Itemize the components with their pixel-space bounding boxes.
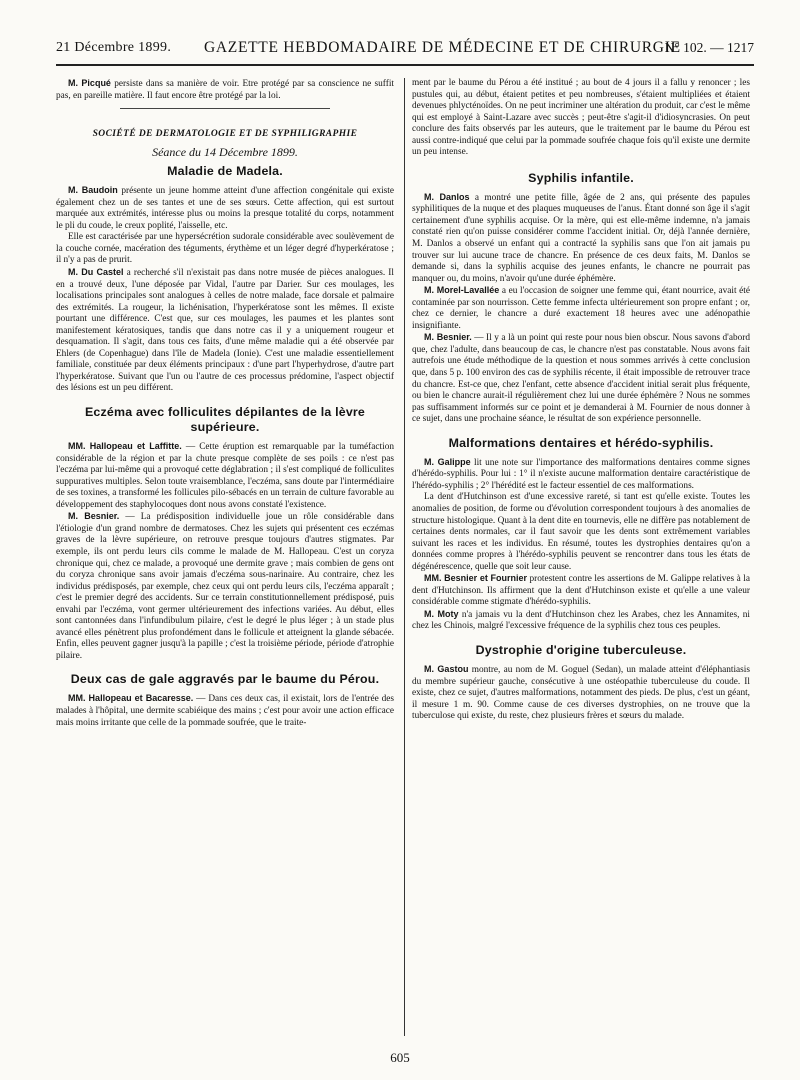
paragraph: M. Gastou montre, au nom de M. Goguel (Sedan), un malade atteint d'éléphantiasis du membre supérieur gauche, consécutive à une ostéopathie tuberculeuse du coude. Il existe, chez ce sujet, d'autres malformations, notamment des pieds. De plus, c'est un géant, il mesure 1 m. 90. Comme cause de ces diverses dystrophies, on ne trouve que la tuberculose qui existe, du reste, chez plusieurs frères et sœurs du malade. <box>412 663 750 722</box>
right-column <box>412 78 750 723</box>
society-heading: SOCIÉTÉ DE DERMATOLOGIE ET DE SYPHILIGRAPHIE <box>92 129 358 140</box>
paragraph: ment par le baume du Pérou a été institué ; au bout de 4 jours il a fallu y renoncer ; les pustules qui, au début, étaient petites et peu nombreuses, s'étaient multipliées et étaient devenues phlycténoïdes. On ne peut incriminer une altération du produit, car c'est le même qui est employé à Saint-Lazare avec succès ; peut-être s'agit-il d'idiosyncrasies. On peut conclure des faits observés par les auteurs, que le traitement par le baume du Pérou est aussi contre-indiqué que celui par la pommade soufrée chaque fois qu'il existe une dermite un peu intense. <box>412 78 750 158</box>
speaker: M. Galippe <box>424 456 471 467</box>
speaker: M. Besnier. <box>424 332 472 343</box>
paragraph: M. Moty n'a jamais vu la dent d'Hutchinson chez les Arabes, chez les Annamites, ni chez les Chinois, malgré l'excessive fréquence de la syphilis chez tous ces peuples. <box>412 608 750 632</box>
paragraph: MM. Besnier et Fournier protestent contre les assertions de M. Galippe relatives à la dent d'Hutchinson. Ils affirment que la dent d'Hutchinson existe et qu'elle a une valeur considérable comme stigmate d'hérédo-syphilis. <box>412 573 750 608</box>
paragraph: M. Morel-Lavallée a eu l'occasion de soigner une femme qui, étant nourrice, avait été contaminée par son nourrisson. Cette femme infecta ultérieurement son propre enfant ; or, chez ce dernier, le chancre a duré exactement 18 heures avec une adénopathie insignifiante. <box>412 285 750 331</box>
page-folio: 605 <box>390 1050 410 1065</box>
paragraph: M. Besnier. — La prédisposition individuelle joue un rôle considérable dans l'étiologie d'un grand nombre de dermatoses. Chez les sujets qui présentent ces eczémas graves de la lèvre supérieure, on retrouve presque toujours d'autres stigmates. Par exemple, ils ont perdu leurs cils comme le malade de M. Hallopeau. C'est un coryza chronique qui, chez ce malade, a provoqué une dermite grave ; mais combien de gens ont du coryza chronique sans avoir jamais d'eczéma sous-narinaire. Au contraire, chez les individus prédisposés, par exemple, chez ceux qui ont perdu leurs cils, l'eczéma apparaît ; c'est le premier degré des accidents. Sur ce terrain constitutionnellement prédisposé, puis envahi par l'eczéma, vont germer ultérieurement des infections variées. Au début, elles sont cantonnées dans l'infundibulum pilaire, c'est le degré le plus léger ; à un stade plus avancé elles pénètrent plus profondément dans le follicule et atteignent la glande sébacée. Enfin, elles peuvent gagner jusqu'à la papille ; c'est la troisième période, période d'atrophie pilaire. <box>56 511 394 661</box>
speaker: MM. Hallopeau et Laffitte. <box>68 441 182 452</box>
paragraph: M. Picqué persiste dans sa manière de voir. Etre protégé par sa conscience ne suffit pas, en pareille matière. Il faut encore être protégé par la loi. <box>56 78 394 101</box>
speaker: MM. Besnier et Fournier <box>424 573 528 584</box>
paragraph: La dent d'Hutchinson est d'une excessive rareté, si tant est qu'elle existe. Toutes les anomalies de position, de forme ou d'évolution correspondent toujours à des anomalies de structure histologique. Quant à la dent dite en tournevis, elle ne diffère pas notablement de certaines dents normales, car il faut savoir que les dents sont extrêmement variables suivant les races et les individus. En résumé, toutes les dystrophies dentaires qu'on a données comme propres à l'hérédo-syphilis peuvent se rencontrer dans tous les états de dégénérescence, quelle que soit leur cause. <box>412 492 750 572</box>
speaker: M. Moty <box>424 608 459 619</box>
issue-page-number: N° 102. — 1217 <box>664 40 754 55</box>
speaker: M. Gastou <box>424 663 469 674</box>
session-date: Séance du 14 Décembre 1899. <box>152 144 298 159</box>
section-heading: Eczéma avec folliculites dépilantes de la lèvre supérieure. <box>84 405 366 435</box>
section-heading: Maladie de Madela. <box>167 164 283 179</box>
speaker: M. Baudoin <box>68 185 118 196</box>
paragraph: M. Besnier. — Il y a là un point qui reste pour nous bien obscur. Nous savons d'abord que, chez l'adulte, dans beaucoup de cas, le chancre n'est pas constatable. Nous avons fait autrefois une étude méthodique de la question et nous sommes arrivés à cette conclusion que, dans 5 p. 100 environ des cas de syphilis récente, il était impossible de retrouver trace du chancre. Est-ce que, chez l'enfant, cette absence d'accident initial serait plus fréquente, ou bien le chancre aurait-il régulièrement chez lui une durée éphémère ? Nous ne sommes pas suffisamment informés sur ce point et je demanderai à M. Fournier de nous donner à ce sujet, dans une prochaine séance, le résultat de son expérience personnelle. <box>412 332 750 425</box>
paragraph: M. Baudoin présente un jeune homme atteint d'une affection congénitale qui existe également chez un de ses tantes et une de ses sœurs. Cette affection, qui est surtout marquée aux extrémités, intéresse plus ou moins la presque totalité du corps, notamment le pli du coude, le creux poplité, l'aisselle, etc. <box>56 185 394 231</box>
paragraph: MM. Hallopeau et Bacaresse. — Dans ces deux cas, il existait, lors de l'entrée des malades à l'hôpital, une dermite scabiéique des mains ; c'est pour avoir une action efficace mais moins irritante que celle de la pommade soufrée, que le traite- <box>56 693 394 728</box>
speaker: M. Danlos <box>424 191 470 202</box>
speaker: M. Morel-Lavallée <box>424 285 500 296</box>
left-column <box>56 78 394 729</box>
paragraph: M. Galippe lit une note sur l'importance des malformations dentaires comme signes d'hérédo-syphilis. Pour lui : 1° il n'existe aucune malformation dentaire caractéristique de l'hérédo-syphilis ; 2° l'hérédité est le facteur essentiel de ces malformations. <box>412 456 750 491</box>
paragraph: Elle est caractérisée par une hypersécrétion sudorale considérable avec soulèvement de la couche cornée, macération des téguments, érythème et un léger degré d'hyperkératose ; il n'y a pas de prurit. <box>56 232 394 266</box>
section-heading: Deux cas de gale aggravés par le baume du Pérou. <box>70 672 380 687</box>
separator-rule <box>120 108 330 109</box>
speaker: MM. Hallopeau et Bacaresse. <box>68 693 194 704</box>
paragraph: M. Danlos a montré une petite fille, âgée de 2 ans, qui présente des papules syphilitiques de la nuque et des plaques muqueuses de l'anus. Étant donné son âge il s'agit certainement d'une syphilis acquise. Or la mère, qui est elle-même indemne, n'a jamais constaté rien qu'on puisse considérer comme l'accident initial. Or, déjà l'année dernière, M. Danlos a observé un enfant qui a contracté la syphilis sans que l'on ait jamais pu trouver sur lui aucune trace de chancre. En présence de ces deux faits, M. Danlos se demande si, dans la syphilis acquise des jeunes enfants, le chancre ne pourrait pas manquer ou, du moins, n'avoir qu'une durée éphémère. <box>412 191 750 284</box>
column-rule <box>404 78 405 1036</box>
paragraph: M. Du Castel a recherché s'il n'existait pas dans notre musée de pièces analogues. Il en a trouvé deux, l'une déposée par Vidal, l'autre par Darier. Sur ces moulages, les localisations principales sont analogues à celles de notre malade, face dorsale et palmaire des extrémités. La rougeur, la lichénisation, l'hyperkératose sont les mêmes. Il existe pourtant une différence. C'est que, sur ces moulages, les paumes et les plantes sont manifestement kératosiques, tandis que dans notre cas il y a uniquement rougeur et desquamation. Il s'agit, dans tous ces faits, d'une même maladie qui a été observée par Ehlers (de Copenhague) dans l'île de Madela (Ionie). C'est une maladie essentiellement familiale, constituée par deux éléments principaux : d'une part l'hyperhydrose, d'autre part l'hyperkératose. Suivant que l'un ou l'autre de ces processus prédomine, l'aspect objectif des lésions est un peu différent. <box>56 267 394 394</box>
section-heading: Syphilis infantile. <box>528 170 634 185</box>
journal-title: GAZETTE HEBDOMADAIRE DE MÉDECINE ET DE CHIRURGIE <box>204 39 681 56</box>
section-heading: Malformations dentaires et hérédo-syphilis. <box>448 435 714 450</box>
speaker: M. Picqué <box>68 78 111 88</box>
running-header <box>56 38 754 66</box>
speaker: M. Besnier. <box>68 511 120 522</box>
paragraph: MM. Hallopeau et Laffitte. — Cette éruption est remarquable par la tuméfaction considérable de la région et par la chute presque complète de ses poils : ce n'est pas l'eczéma par lui-même qui a provoqué cette déglabration ; il s'est compliqué de folliculites suppuratives multiples. Selon toute vraisemblance, l'eczéma, sans doute par l'intermédiaire de ses toxines, a transformé les follicules pilo-sébacés en un terrain de culture favorable au développement des staphylocoques dont nous avons constaté l'existence. <box>56 441 394 510</box>
section-heading: Dystrophie d'origine tuberculeuse. <box>475 642 687 657</box>
speaker: M. Du Castel <box>68 267 124 278</box>
issue-date: 21 Décembre 1899. <box>56 40 172 55</box>
